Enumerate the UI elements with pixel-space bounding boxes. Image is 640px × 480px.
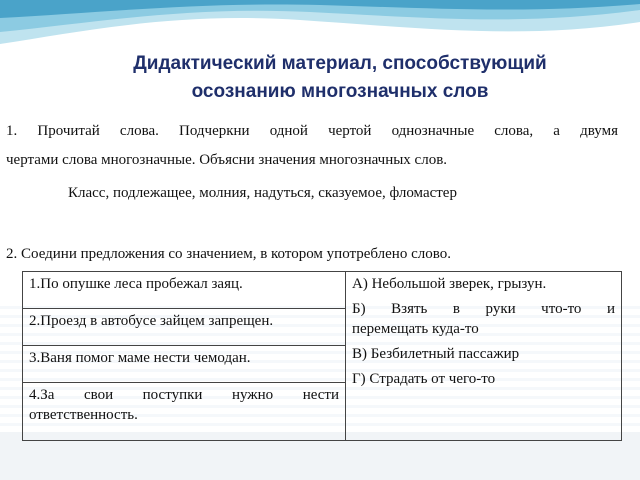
task1-word-list: Класс, подлежащее, молния, надуться, сказуемое, фломастер xyxy=(68,185,457,201)
sentence-cell-1 xyxy=(23,272,346,309)
meaning-a: А) Небольшой зверек, грызун. xyxy=(352,276,547,292)
sentence-cell-2 xyxy=(23,309,346,346)
meanings-cell xyxy=(346,272,622,441)
sentence-cell-4 xyxy=(23,383,346,441)
task2-text: 2. Соедини предложения со значением, в котором употреблено слово. xyxy=(6,246,451,262)
page-title-line1: Дидактический материал, способствующий xyxy=(133,53,547,74)
meaning-b-line2: перемещать куда-то xyxy=(352,321,479,337)
meaning-b-line1: Б) Взять в руки что-то и xyxy=(352,301,615,317)
page-title-line2: осознанию многозначных слов xyxy=(191,81,489,102)
sentence-cell-3 xyxy=(23,346,346,383)
task1-text-line1: 1. Прочитай слова. Подчеркни одной чертой однозначные слова, а двумя xyxy=(6,123,618,139)
meaning-d: Г) Страдать от чего-то xyxy=(352,371,496,387)
sentence-2: 2.Проезд в автобусе зайцем запрещен. xyxy=(29,313,274,330)
sentence-3: 3.Ваня помог маме нести чемодан. xyxy=(29,350,251,367)
sentence-4-line2: ответственность. xyxy=(29,407,138,424)
sentence-4-line1: 4.За свои поступки нужно нести xyxy=(29,387,339,404)
task1-text-line2: чертами слова многозначные. Объясни значения многозначных слов. xyxy=(6,152,448,168)
meaning-c: В) Безбилетный пассажир xyxy=(352,346,520,362)
sentence-1: 1.По опушке леса пробежал заяц. xyxy=(29,276,243,292)
matching-table xyxy=(22,271,622,441)
